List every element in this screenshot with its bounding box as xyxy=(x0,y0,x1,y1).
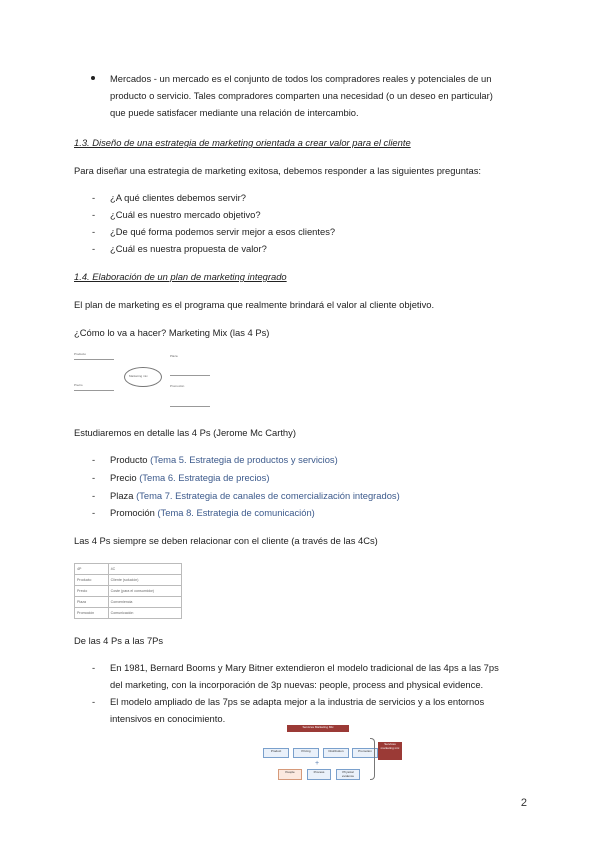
section-1-3-intro: Para diseñar una estrategia de marketing exitosa, debemos responder a las siguientes preguntas: xyxy=(74,165,482,176)
tema-link[interactable]: (Tema 6. Estrategia de precios) xyxy=(139,472,270,483)
dash: - xyxy=(92,209,96,220)
brace-icon xyxy=(370,738,375,780)
table-cell: Cliente (solución) xyxy=(108,575,181,586)
question-item: ¿De qué forma podemos servir mejor a esos clientes? xyxy=(110,226,336,237)
question-item: ¿Cuál es nuestra propuesta de valor? xyxy=(110,243,267,254)
table-cell: Precio xyxy=(75,586,109,597)
mercados-line3: que puede satisfacer mediante una relación de intercambio. xyxy=(110,107,359,118)
mercados-line2: producto o servicio. Tales compradores comparten una necesidad (o un deseo en particular) xyxy=(110,90,493,101)
table-cell: Coste (para el consumidor) xyxy=(108,586,181,597)
table-header-row xyxy=(75,564,182,575)
seven-ps-bullet2-line2: intensivos en conocimiento. xyxy=(110,713,226,724)
seven-ps-bullet1-line1: En 1981, Bernard Booms y Mary Bitner extendieron el modelo tradicional de las 4ps a las 7ps xyxy=(110,662,499,673)
table-cell: Conveniencia xyxy=(108,597,181,608)
four-ps-item-producto xyxy=(110,453,338,466)
dash: - xyxy=(92,226,96,237)
figure-line xyxy=(170,375,210,376)
dash: - xyxy=(92,472,96,483)
dash: - xyxy=(92,454,96,465)
table-cell: Producto xyxy=(75,575,109,586)
figure-promotion-label: Promoción xyxy=(170,384,185,388)
four-ps-name: Promoción xyxy=(110,507,155,518)
four-ps-item-promocion xyxy=(110,506,315,519)
figure-center-label: Marketing mix xyxy=(129,374,148,378)
section-1-3-heading: 1.3. Diseño de una estrategia de marketing orientada a crear valor para el cliente xyxy=(74,137,411,148)
mercados-line1: Mercados - un mercado es el conjunto de todos los compradores reales y potenciales de un xyxy=(110,73,492,84)
figure-line xyxy=(74,390,114,391)
four-ps-name: Producto xyxy=(110,454,148,465)
seven-ps-bullet2-line1: El modelo ampliado de las 7ps se adapta mejor a la industria de servicios y a los entornos xyxy=(110,696,485,707)
seven-ps-diagram xyxy=(260,724,402,784)
diagram-box: Physical evidence xyxy=(336,769,360,780)
dash: - xyxy=(92,507,96,518)
seven-ps-heading: De las 4 Ps a las 7Ps xyxy=(74,635,164,646)
relation-text: Las 4 Ps siempre se deben relacionar con el cliente (a través de las 4Cs) xyxy=(74,535,378,546)
marketing-mix-question: ¿Cómo lo va a hacer? Marketing Mix (las 4 Ps) xyxy=(74,327,270,338)
four-ps-item-plaza xyxy=(110,489,400,502)
question-item: ¿Cuál es nuestro mercado objetivo? xyxy=(110,209,261,220)
dash: - xyxy=(92,696,96,707)
figure-line xyxy=(74,359,114,360)
four-p-four-c-table xyxy=(74,563,182,619)
four-ps-item-precio xyxy=(110,471,269,484)
diagram-box: People xyxy=(278,769,302,780)
section-1-4-heading: 1.4. Elaboración de un plan de marketing integrado xyxy=(74,271,287,282)
diagram-right-box: Services marketing mix xyxy=(378,742,402,760)
table-row xyxy=(75,597,182,608)
page-number: 2 xyxy=(520,797,527,809)
tema-link[interactable]: (Tema 7. Estrategia de canales de comercialización integrados) xyxy=(136,490,400,501)
figure-product-label: Producto xyxy=(74,352,87,356)
table-row xyxy=(75,575,182,586)
diagram-box: Promotion xyxy=(352,748,378,758)
dash: - xyxy=(92,192,96,203)
seven-ps-bullet1-line2: del marketing, con la incorporación de 3p nuevas: people, process and physical evidence. xyxy=(110,679,484,690)
table-header: 4C xyxy=(108,564,181,575)
four-ps-name: Precio xyxy=(110,472,137,483)
dash: - xyxy=(92,490,96,501)
section-1-4-intro: El plan de marketing es el programa que realmente brindará el valor al cliente objetivo. xyxy=(74,299,435,310)
table-cell: Promoción xyxy=(75,608,109,619)
question-item: ¿A qué clientes debemos servir? xyxy=(110,192,247,203)
figure-place-label: Plaza xyxy=(170,354,178,358)
table-row xyxy=(75,586,182,597)
diagram-top-box: Services Marketing Mix xyxy=(287,725,349,732)
table-cell: Plaza xyxy=(75,597,109,608)
tema-link[interactable]: (Tema 5. Estrategia de productos y servicios) xyxy=(150,454,338,465)
study-text: Estudiaremos en detalle las 4 Ps (Jerome Mc Carthy) xyxy=(74,427,296,438)
table-row xyxy=(75,608,182,619)
plus-icon: + xyxy=(315,760,320,767)
table-cell: Comunicación xyxy=(108,608,181,619)
table-header: 4P xyxy=(75,564,109,575)
tema-link[interactable]: (Tema 8. Estrategia de comunicación) xyxy=(157,507,315,518)
diagram-box: Pricing xyxy=(293,748,319,758)
figure-price-label: Precio xyxy=(74,383,83,387)
diagram-box: Process xyxy=(307,769,331,780)
figure-line xyxy=(170,406,210,407)
diagram-box: Product xyxy=(263,748,289,758)
four-ps-name: Plaza xyxy=(110,490,134,501)
diagram-box: Distribution xyxy=(323,748,349,758)
dash: - xyxy=(92,662,96,673)
dash: - xyxy=(92,243,96,254)
bullet-dot xyxy=(91,76,95,80)
marketing-mix-figure xyxy=(74,350,210,408)
